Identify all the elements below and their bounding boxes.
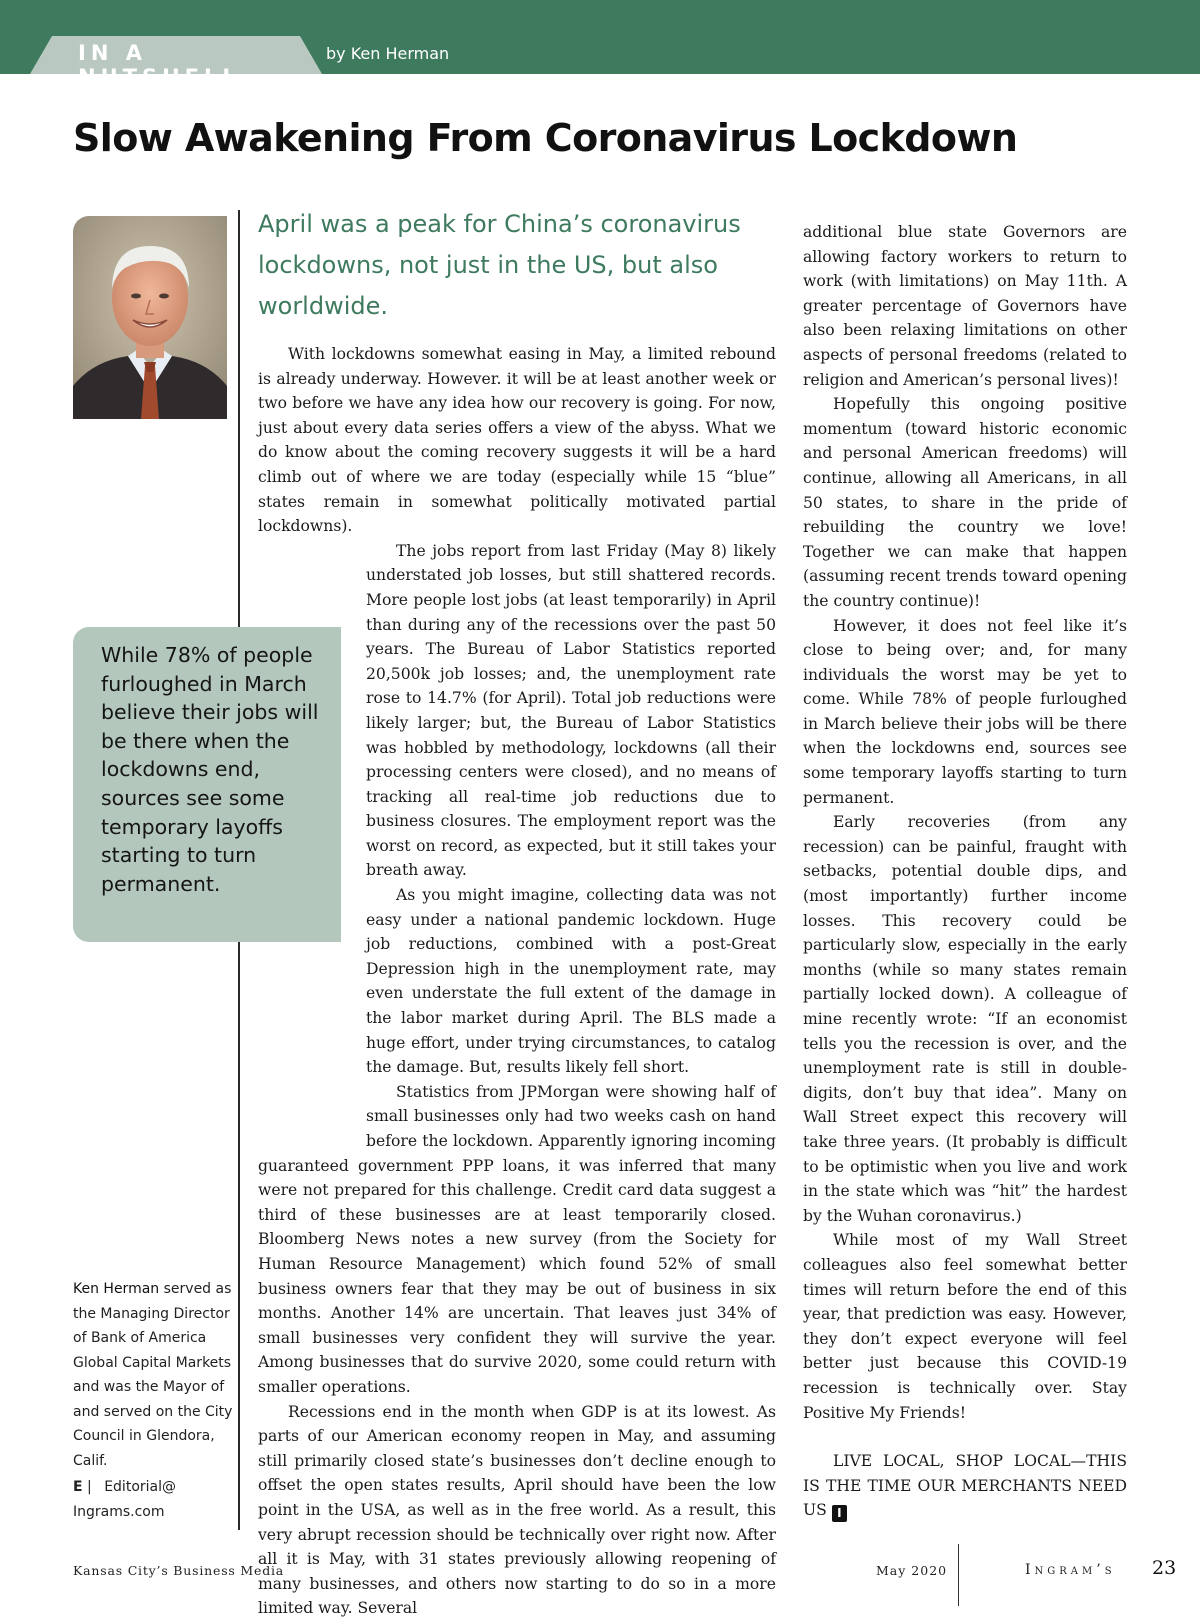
article-headline: Slow Awakening From Coronavirus Lockdown <box>73 116 1018 160</box>
col1-paragraph-5: Recessions end in the month when GDP is at its lowest. As parts of our American economy reopen in May, and assuming still primarily closed state’s businesses don’t decline enough to offset the open states results, April should have been the low point in the USA, as well as in the free world. As a result, this very abrupt recession should be technically over right now. After all it is May, with 31 states previously allowing reopening of many businesses, and others now starting to do so in a more limited way. Several <box>258 1402 776 1618</box>
email-address[interactable]: Editorial@ Ingrams.com <box>73 1479 176 1520</box>
col1-paragraph-1: With lockdowns somewhat easing in May, a limited rebound is already underway. However. it will be at least another week or two before we have any idea how our recovery is going. For now, just about every data series offers a view of the abyss. What we do know about the coming recovery suggests it will be a hard climb out of where we are today (especially while 15 “blue” states remain in somewhat politically motivated partial lockdowns). <box>258 345 776 536</box>
footer-publication: Kansas City’s Business Media <box>73 1563 285 1578</box>
col1-paragraph-4: Statistics from JPMorgan were showing half of small businesses only had two weeks cash on hand before the lockdown. Apparently ignoring incoming guaranteed government PPP loans, it was inferred that many were not prepared for this challenge. Credit card data suggest a third of these businesses are at least temporarily closed. Bloomberg News notes a new survey (from the Society for Human Resource Management) which found 52% of small business owners fear that they may be out of business in six months. Another 14% are uncertain. That leaves just 34% of small businesses very confident they will survive the year. Among businesses that do survive 2020, some could return with smaller operations. <box>258 1082 776 1396</box>
footer-date: May 2020 <box>876 1563 948 1578</box>
col2-paragraph-5: While most of my Wall Street colleagues also feel somewhat better times will return before the end of this year, that prediction was easy. However, they don’t expect everyone will feel better just because this COVID-19 recession is technically over. Stay Positive My Friends! <box>803 1231 1127 1422</box>
article-column-2 <box>803 220 1127 1523</box>
footer-brand: Ingram’s <box>1025 1562 1116 1578</box>
col1-paragraph-2: The jobs report from last Friday (May 8) likely understated job losses, but still shattered records. More people lost jobs (at least temporarily) in April than during any of the recessions over the past 50 years. The Bureau of Labor Statistics reported 20,500k job losses; and, the unemployment rate rose to 14.7% (for April). Total job reductions were likely larger; but, the Bureau of Labor Statistics was hobbled by methodology, lockdowns (all their processing centers were closed), and no means of tracking all real-time job reductions due to business closures. The employment report was the worst on record, as expected, but it still takes your breath away. <box>366 541 776 880</box>
bio-email: E | Editorial@ Ingrams.com <box>73 1479 176 1520</box>
section-label: IN A NUTSHELL <box>78 41 241 89</box>
bio-author-name: Ken Herman <box>73 1281 160 1297</box>
bio-text: served as the Managing Director of Bank of America Global Capital Markets and was the Mayor of and served on the City Council in Glendora, Calif. <box>73 1281 233 1469</box>
end-mark-icon: I <box>832 1505 847 1522</box>
author-photo <box>73 216 227 419</box>
article-column-1 <box>258 342 776 1621</box>
author-bio <box>73 1277 239 1524</box>
footer-divider <box>958 1544 959 1606</box>
byline: by Ken Herman <box>326 44 450 63</box>
col2-paragraph-1: additional blue state Governors are allowing factory workers to return to work (with limitations) on May 11th. A greater percentage of Governors have also been relaxing limitations on other aspects of personal freedoms (related to religion and American’s personal lives)! <box>803 223 1127 389</box>
col2-paragraph-3: However, it does not feel like it’s close to being over; and, for many individuals the worst may be yet to come. While 78% of people furloughed in March believe their jobs will be there when the lockdowns end, sources see some temporary layoffs starting to turn permanent. <box>803 616 1127 807</box>
col1-paragraph-3: As you might imagine, collecting data was not easy under a national pandemic lockdown. Huge job reductions, combined with a post-Great Depression high in the unemployment rate, may even understate the full extent of the damage in the labor market during April. The BLS made a huge effort, under trying circumstances, to catalog the damage. But, results likely fell short. <box>366 886 776 1077</box>
author-portrait-icon <box>73 216 227 419</box>
closing-text: LIVE LOCAL, SHOP LOCAL—THIS IS THE TIME OUR MERCHANTS NEED US <box>803 1452 1127 1520</box>
closing-line <box>803 1449 1127 1523</box>
pull-quote-text: While 78% of people furloughed in March believe their jobs will be there when the lockdowns end, sources see some temporary layoffs starting to turn permanent. <box>101 643 319 896</box>
email-label: E <box>73 1479 83 1495</box>
col2-paragraph-2: Hopefully this ongoing positive momentum (toward historic economic and personal American freedoms) will continue, allowing all Americans, in all 50 states, to share in the pride of rebuilding the country we love! Together we can make that happen (assuming recent trends toward opening the country continue)! <box>803 395 1127 610</box>
article-deck: April was a peak for China’s coronavirus lockdowns, not just in the US, but also worldwide. <box>258 210 741 320</box>
page-number: 23 <box>1152 1557 1177 1579</box>
col2-paragraph-4: Early recoveries (from any recession) can be painful, fraught with setbacks, potential double dips, and (most importantly) further income losses. This recovery could be particularly slow, especially in the early months (while so many states remain partially locked down). A colleague of mine recently wrote: “If an economist tells you the recession is over, and the unemployment rate is still in double-digits, don’t buy that idea”. Many on Wall Street expect this recovery will take three years. (It probably is difficult to be optimistic when you live and work in the state which was “hit” the hardest by the Wuhan coronavirus.) <box>803 813 1127 1225</box>
pullquote-wrap-spacer <box>258 764 366 1132</box>
